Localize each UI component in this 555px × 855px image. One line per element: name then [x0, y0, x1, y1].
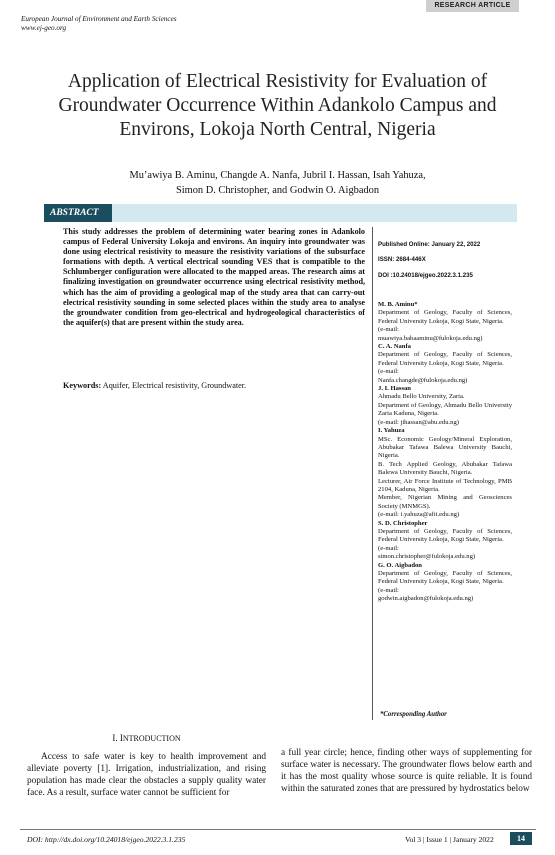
- abstract-text: This study addresses the problem of determining water bearing zones in Adankolo campus of Federal University Lokoja and environs. An inquiry into groundwater was done using electrical resistivity to measure the resistivity variations of the subsurface formations with depth. A vertical electrical sounding VES that is compatible to the Schlumberger configuration were allocated to the mapped areas. The research aims at finalizing investigation on groundwater occurrence using electrical resistivity method, which has the aim of providing a geological map of the study area that can carry-out electrical resistivity sounding in some selected places within the study area to analyse the groundwater condition from geo-electrical and hydrogeological characteristics of the aquifer(s) that are present within the study area.: [63, 227, 365, 327]
- journal-name: European Journal of Environment and Earth Sciences: [21, 15, 177, 23]
- section-title-rest: NTRODUCTION: [122, 734, 181, 743]
- footer-volume: Vol 3 | Issue 1 | January 2022: [405, 835, 494, 844]
- affiliation-line: Department of Geology, Ahmadu Bello University Zaria Kaduna, Nigeria.: [378, 401, 512, 418]
- affiliation-line: godwin.aigbadon@fulokoja.edu.ng): [378, 595, 474, 603]
- authors-line-1: Mu’awiya B. Aminu, Changde A. Nanfa, Jubril I. Hassan, Isah Yahuza,: [129, 170, 426, 181]
- affiliation-line: (e-mail:: [378, 368, 399, 376]
- affiliation-author-name: G. O. Aigbadon: [378, 561, 422, 569]
- affiliation-line: (e-mail:: [378, 586, 399, 594]
- column-divider: [372, 227, 373, 720]
- keywords: [63, 381, 365, 391]
- published-date: Published Online: January 22, 2022: [378, 241, 481, 248]
- doi: DOI :10.24018/ejgeo.2022.3.1.235: [378, 271, 473, 279]
- paper-title: Application of Electrical Resistivity for Evaluation of Groundwater Occurrence Within Adankolo Campus and Environs, Lokoja North Central, Nigeria: [58, 71, 497, 140]
- intro-left-column: [27, 732, 266, 799]
- affiliation-author-name: J. I. Hassan: [378, 385, 411, 393]
- journal-header: [21, 15, 177, 33]
- affiliation-line: MSc. Economic Geology/Mineral Exploration, Abubakar Tafawa Balewa University Bauchi, Nigeria.: [378, 435, 512, 460]
- intro-paragraph-right: a full year circle; hence, finding other ways of supplementing for surface water is necessary. The groundwater flows below earth and it has the most quality whose source is quite reliable. It is found within the saturated zones that are pressured by hydrostatics below: [281, 748, 532, 794]
- intro-paragraph-left: Access to safe water is key to health improvement and alleviate poverty [1]. Irrigation, industrialization, and rising population has made clear the obstacles a supply quality water face. As a result, surface water cannot be sufficient for: [27, 752, 266, 798]
- affiliation-author-name: I. Yahuza: [378, 427, 405, 435]
- footer-doi: DOI: http://dx.doi.org/10.24018/ejgeo.2022.3.1.235: [27, 835, 186, 844]
- affiliation-line: Department of Geology, Faculty of Sciences, Federal University Lokoja, Kogi State, Nigeria.: [378, 527, 512, 544]
- affiliation-line: (e-mail: i.yahuza@afit.edu.ng): [378, 511, 460, 519]
- affiliation-line: Lecturer, Air Force Institute of Technology, PMB 2104, Kaduna, Nigeria.: [378, 477, 512, 493]
- issn: ISSN: 2684-446X: [378, 256, 426, 264]
- article-type-badge: RESEARCH ARTICLE: [426, 0, 519, 12]
- journal-url: www.ej-geo.org: [21, 24, 67, 32]
- affiliation-author-name: C. A. Nanfa: [378, 343, 411, 351]
- affiliation-line: simon.christopher@fulokoja.edu.ng): [378, 553, 476, 561]
- affiliation-line: (e-mail:: [378, 544, 399, 552]
- publication-meta: [378, 241, 512, 287]
- section-first-letter: I: [119, 733, 123, 743]
- affiliation-line: Department of Geology, Faculty of Sciences, Federal University Lokoja, Kogi State, Nigeria.: [378, 570, 512, 586]
- affiliation-line: (e-mail: jihassan@abu.edu.ng): [378, 418, 459, 426]
- affiliation-line: muawiya.babaaminu@fulokoja.edu.ng): [378, 334, 483, 342]
- section-number: I.: [112, 733, 118, 743]
- corresponding-note: *Corresponding Author: [380, 711, 447, 718]
- footer-rule: [20, 829, 536, 830]
- section-heading: [27, 732, 266, 745]
- abstract-label: ABSTRACT: [44, 204, 112, 222]
- abstract-bar: [44, 204, 517, 222]
- affiliation-line: Department of Geology, Faculty of Sciences, Federal University Lokoja, Kogi State, Nigeria.: [378, 351, 512, 367]
- keywords-text: Aquifer, Electrical resistivity, Groundwater.: [101, 381, 247, 390]
- affiliation-line: Nanfa.changde@fulokoja.edu.ng): [378, 376, 468, 384]
- keywords-label: Keywords:: [63, 381, 102, 390]
- page-number: 14: [510, 832, 532, 845]
- author-list: [60, 168, 495, 198]
- affiliation-line: B. Tech Applied Geology, Abubakar Tafawa Balewa University Bauchi, Nigeria.: [378, 460, 512, 477]
- affiliation-author-name: S. D. Christopher: [378, 519, 428, 527]
- intro-right-column: [281, 747, 532, 795]
- affiliation-line: Department of Geology, Faculty of Sciences, Federal University Lokoja, Kogi State, Nigeria.: [378, 309, 512, 325]
- affiliation-line: Ahmadu Bello University, Zaria.: [378, 393, 465, 401]
- affiliation-author-name: M. B. Aminu*: [378, 301, 418, 308]
- authors-line-2: Simon D. Christopher, and Godwin O. Aigbadon: [175, 185, 380, 196]
- author-affiliations: [378, 301, 512, 604]
- affiliation-line: (e-mail:: [378, 326, 399, 334]
- affiliation-line: Member, Nigerian Mining and Geosciences Society (MNMGS).: [378, 494, 512, 510]
